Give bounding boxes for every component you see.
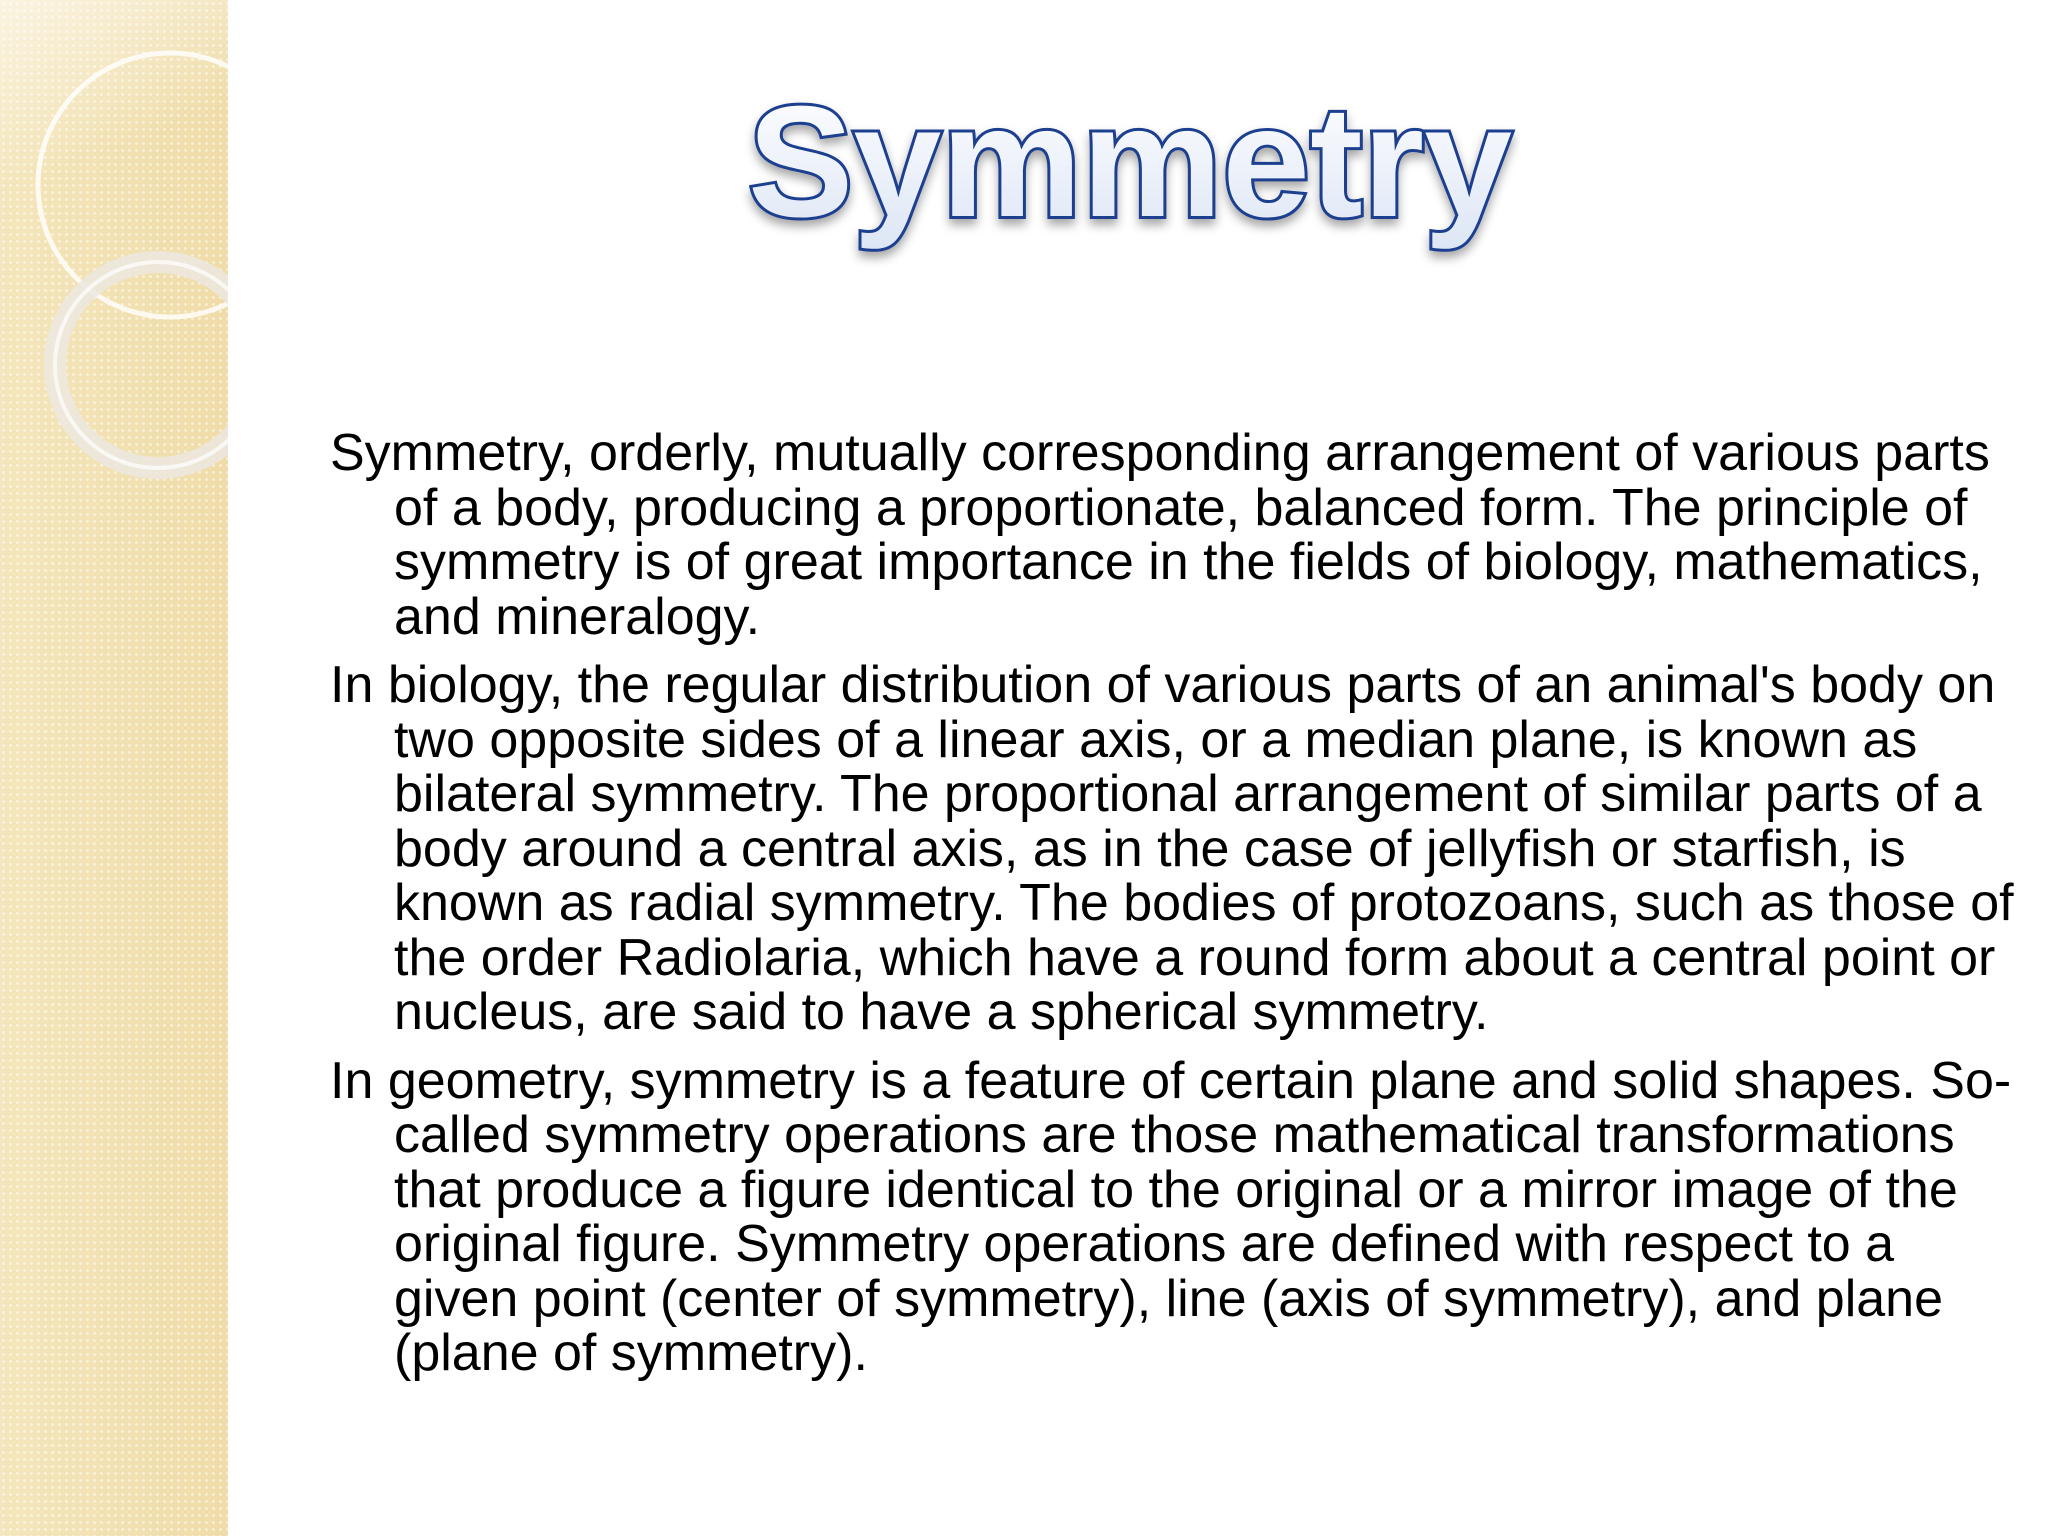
paragraph-biology: In biology, the regular distribution of various parts of an animal's body on two opposite sides of a linear axis, or a median plane, is known as bilateral symmetry. The proportional arrangement of similar parts of a body around a central axis, as in the case of jellyfish or starfish, is known as radial symmetry. The bodies of protozoans, such as those of the order Radiolaria, which have a round form about a central point or nucleus, are said to have a spherical symmetry.	[330, 656, 2014, 1041]
title-wordart	[740, 78, 1520, 278]
decorative-rings-icon	[0, 0, 228, 520]
title-text: Symmetry	[747, 78, 1513, 250]
decorative-side-band	[0, 0, 228, 1536]
body-text	[330, 426, 2020, 1395]
slide-title	[740, 78, 1520, 278]
paragraph-geometry: In geometry, symmetry is a feature of certain plane and solid shapes. So-called symmetry operations are those mathematical transformations that produce a figure identical to the original or a mirror image of the original figure. Symmetry operations are defined with respect to a given point (center of symmetry), line (axis of symmetry), and plane (plane of symmetry).	[330, 1051, 2012, 1382]
paragraph-definition: Symmetry, orderly, mutually corresponding arrangement of various parts of a body, producing a proportionate, balanced form. The principle of symmetry is of great importance in the fields of biology, mathematics, and mineralogy.	[330, 424, 1990, 646]
